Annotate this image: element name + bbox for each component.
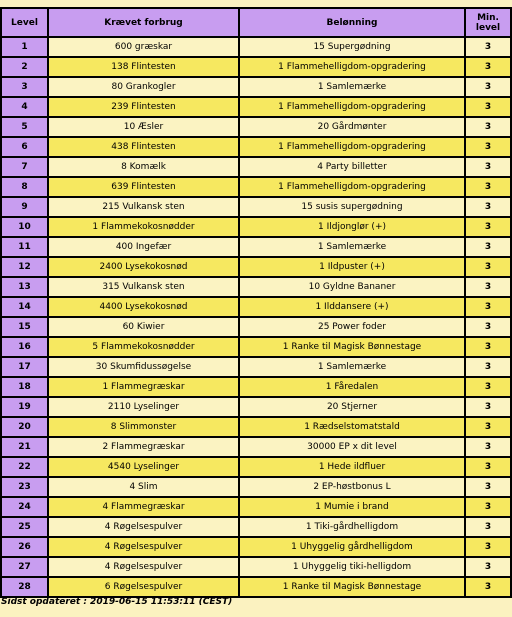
table-row — [2, 38, 510, 56]
table-row — [2, 338, 510, 356]
table-row — [2, 518, 510, 536]
table-row — [2, 58, 510, 76]
min-level-cell: 3 — [466, 178, 510, 196]
level-cell: 11 — [2, 238, 47, 256]
required-consumption-cell: 315 Vulkansk sten — [49, 278, 238, 296]
table-row — [2, 138, 510, 156]
required-consumption-cell: 4540 Lyselinger — [49, 458, 238, 476]
required-consumption-cell: 600 græskar — [49, 38, 238, 56]
header-required-consumption: Krævet forbrug — [49, 9, 238, 36]
min-level-cell: 3 — [466, 198, 510, 216]
level-cell: 23 — [2, 478, 47, 496]
table-row — [2, 538, 510, 556]
reward-cell: 1 Uhyggelig tiki-helligdom — [240, 558, 464, 576]
min-level-cell: 3 — [466, 578, 510, 596]
reward-cell: 15 susis supergødning — [240, 198, 464, 216]
required-consumption-cell: 4 Røgelsespulver — [49, 558, 238, 576]
table-row — [2, 498, 510, 516]
required-consumption-cell: 2 Flammegræskar — [49, 438, 238, 456]
table-row — [2, 378, 510, 396]
table-row — [2, 78, 510, 96]
min-level-cell: 3 — [466, 338, 510, 356]
reward-cell: 10 Gyldne Bananer — [240, 278, 464, 296]
reward-cell: 1 Samlemærke — [240, 238, 464, 256]
table-row — [2, 418, 510, 436]
reward-cell: 1 Flammehelligdom-opgradering — [240, 138, 464, 156]
table-row — [2, 178, 510, 196]
level-cell: 6 — [2, 138, 47, 156]
reward-cell: 1 Ranke til Magisk Bønnestage — [240, 578, 464, 596]
table-row — [2, 198, 510, 216]
reward-cell: 1 Mumie i brand — [240, 498, 464, 516]
header-reward: Belønning — [240, 9, 464, 36]
table-row — [2, 118, 510, 136]
required-consumption-cell: 60 Kiwier — [49, 318, 238, 336]
table-row — [2, 318, 510, 336]
table-row — [2, 458, 510, 476]
required-consumption-cell: 239 Flintesten — [49, 98, 238, 116]
reward-cell: 2 EP-høstbonus L — [240, 478, 464, 496]
min-level-cell: 3 — [466, 478, 510, 496]
reward-cell: 1 Rædselstomatstald — [240, 418, 464, 436]
reward-cell: 1 Samlemærke — [240, 358, 464, 376]
header-min-level: Min. level — [466, 9, 510, 36]
min-level-cell: 3 — [466, 218, 510, 236]
required-consumption-cell: 5 Flammekokosnødder — [49, 338, 238, 356]
required-consumption-cell: 2400 Lysekokosnød — [49, 258, 238, 276]
reward-cell: 1 Ilddansere (+) — [240, 298, 464, 316]
level-cell: 14 — [2, 298, 47, 316]
min-level-cell: 3 — [466, 358, 510, 376]
reward-cell: 1 Flammehelligdom-opgradering — [240, 98, 464, 116]
min-level-cell: 3 — [466, 238, 510, 256]
min-level-cell: 3 — [466, 298, 510, 316]
reward-cell: 1 Tiki-gårdhelligdom — [240, 518, 464, 536]
min-level-cell: 3 — [466, 418, 510, 436]
header-level: Level — [2, 9, 47, 36]
table-row — [2, 578, 510, 596]
required-consumption-cell: 138 Flintesten — [49, 58, 238, 76]
required-consumption-cell: 4 Røgelsespulver — [49, 518, 238, 536]
level-cell: 1 — [2, 38, 47, 56]
reward-cell: 20 Gårdmønter — [240, 118, 464, 136]
required-consumption-cell: 8 Slimmonster — [49, 418, 238, 436]
table-row — [2, 278, 510, 296]
required-consumption-cell: 215 Vulkansk sten — [49, 198, 238, 216]
table-row — [2, 158, 510, 176]
reward-cell: 1 Samlemærke — [240, 78, 464, 96]
min-level-cell: 3 — [466, 398, 510, 416]
level-cell: 8 — [2, 178, 47, 196]
min-level-cell: 3 — [466, 558, 510, 576]
required-consumption-cell: 2110 Lyselinger — [49, 398, 238, 416]
min-level-cell: 3 — [466, 438, 510, 456]
required-consumption-cell: 8 Komælk — [49, 158, 238, 176]
min-level-cell: 3 — [466, 378, 510, 396]
required-consumption-cell: 1 Flammegræskar — [49, 378, 238, 396]
reward-cell: 30000 EP x dit level — [240, 438, 464, 456]
table-row — [2, 438, 510, 456]
reward-cell: 1 Hede ildfluer — [240, 458, 464, 476]
reward-cell: 1 Ildpuster (+) — [240, 258, 464, 276]
reward-cell: 1 Ranke til Magisk Bønnestage — [240, 338, 464, 356]
level-cell: 16 — [2, 338, 47, 356]
level-cell: 26 — [2, 538, 47, 556]
level-cell: 22 — [2, 458, 47, 476]
level-cell: 21 — [2, 438, 47, 456]
table-row — [2, 298, 510, 316]
level-cell: 12 — [2, 258, 47, 276]
reward-cell: 20 Stjerner — [240, 398, 464, 416]
required-consumption-cell: 4 Slim — [49, 478, 238, 496]
level-cell: 28 — [2, 578, 47, 596]
level-cell: 10 — [2, 218, 47, 236]
required-consumption-cell: 4 Røgelsespulver — [49, 538, 238, 556]
min-level-cell: 3 — [466, 518, 510, 536]
level-cell: 7 — [2, 158, 47, 176]
required-consumption-cell: 400 Ingefær — [49, 238, 238, 256]
reward-cell: 4 Party billetter — [240, 158, 464, 176]
level-cell: 25 — [2, 518, 47, 536]
level-cell: 27 — [2, 558, 47, 576]
required-consumption-cell: 10 Æsler — [49, 118, 238, 136]
table-row — [2, 98, 510, 116]
level-cell: 20 — [2, 418, 47, 436]
level-cell: 4 — [2, 98, 47, 116]
reward-cell: 1 Flammehelligdom-opgradering — [240, 178, 464, 196]
table-header-row — [2, 9, 510, 36]
min-level-cell: 3 — [466, 318, 510, 336]
level-cell: 2 — [2, 58, 47, 76]
level-cell: 5 — [2, 118, 47, 136]
level-cell: 15 — [2, 318, 47, 336]
level-cell: 9 — [2, 198, 47, 216]
reward-cell: 1 Ildjonglør (+) — [240, 218, 464, 236]
reward-cell: 25 Power foder — [240, 318, 464, 336]
required-consumption-cell: 80 Grankogler — [49, 78, 238, 96]
min-level-cell: 3 — [466, 258, 510, 276]
min-level-cell: 3 — [466, 278, 510, 296]
required-consumption-cell: 438 Flintesten — [49, 138, 238, 156]
min-level-cell: 3 — [466, 538, 510, 556]
table-row — [2, 558, 510, 576]
reward-cell: 1 Fåredalen — [240, 378, 464, 396]
min-level-cell: 3 — [466, 498, 510, 516]
min-level-cell: 3 — [466, 38, 510, 56]
min-level-cell: 3 — [466, 98, 510, 116]
required-consumption-cell: 1 Flammekokosnødder — [49, 218, 238, 236]
level-cell: 19 — [2, 398, 47, 416]
last-updated-text: Sidst opdateret : 2019-06-15 11:53:11 (CEST) — [1, 597, 233, 607]
table-row — [2, 238, 510, 256]
reward-cell: 1 Uhyggelig gårdhelligdom — [240, 538, 464, 556]
required-consumption-cell: 4 Flammegræskar — [49, 498, 238, 516]
min-level-cell: 3 — [466, 138, 510, 156]
level-cell: 18 — [2, 378, 47, 396]
level-cell: 13 — [2, 278, 47, 296]
required-consumption-cell: 6 Røgelsespulver — [49, 578, 238, 596]
required-consumption-cell: 4400 Lysekokosnød — [49, 298, 238, 316]
table-row — [2, 398, 510, 416]
min-level-cell: 3 — [466, 118, 510, 136]
required-consumption-cell: 639 Flintesten — [49, 178, 238, 196]
table-row — [2, 478, 510, 496]
min-level-cell: 3 — [466, 58, 510, 76]
table-row — [2, 218, 510, 236]
min-level-cell: 3 — [466, 158, 510, 176]
levels-table — [0, 7, 512, 598]
reward-cell: 15 Supergødning — [240, 38, 464, 56]
required-consumption-cell: 30 Skumfidussøgelse — [49, 358, 238, 376]
level-cell: 24 — [2, 498, 47, 516]
level-cell: 17 — [2, 358, 47, 376]
reward-cell: 1 Flammehelligdom-opgradering — [240, 58, 464, 76]
table-row — [2, 358, 510, 376]
min-level-cell: 3 — [466, 458, 510, 476]
min-level-cell: 3 — [466, 78, 510, 96]
table-body — [2, 38, 510, 596]
table-row — [2, 258, 510, 276]
level-cell: 3 — [2, 78, 47, 96]
